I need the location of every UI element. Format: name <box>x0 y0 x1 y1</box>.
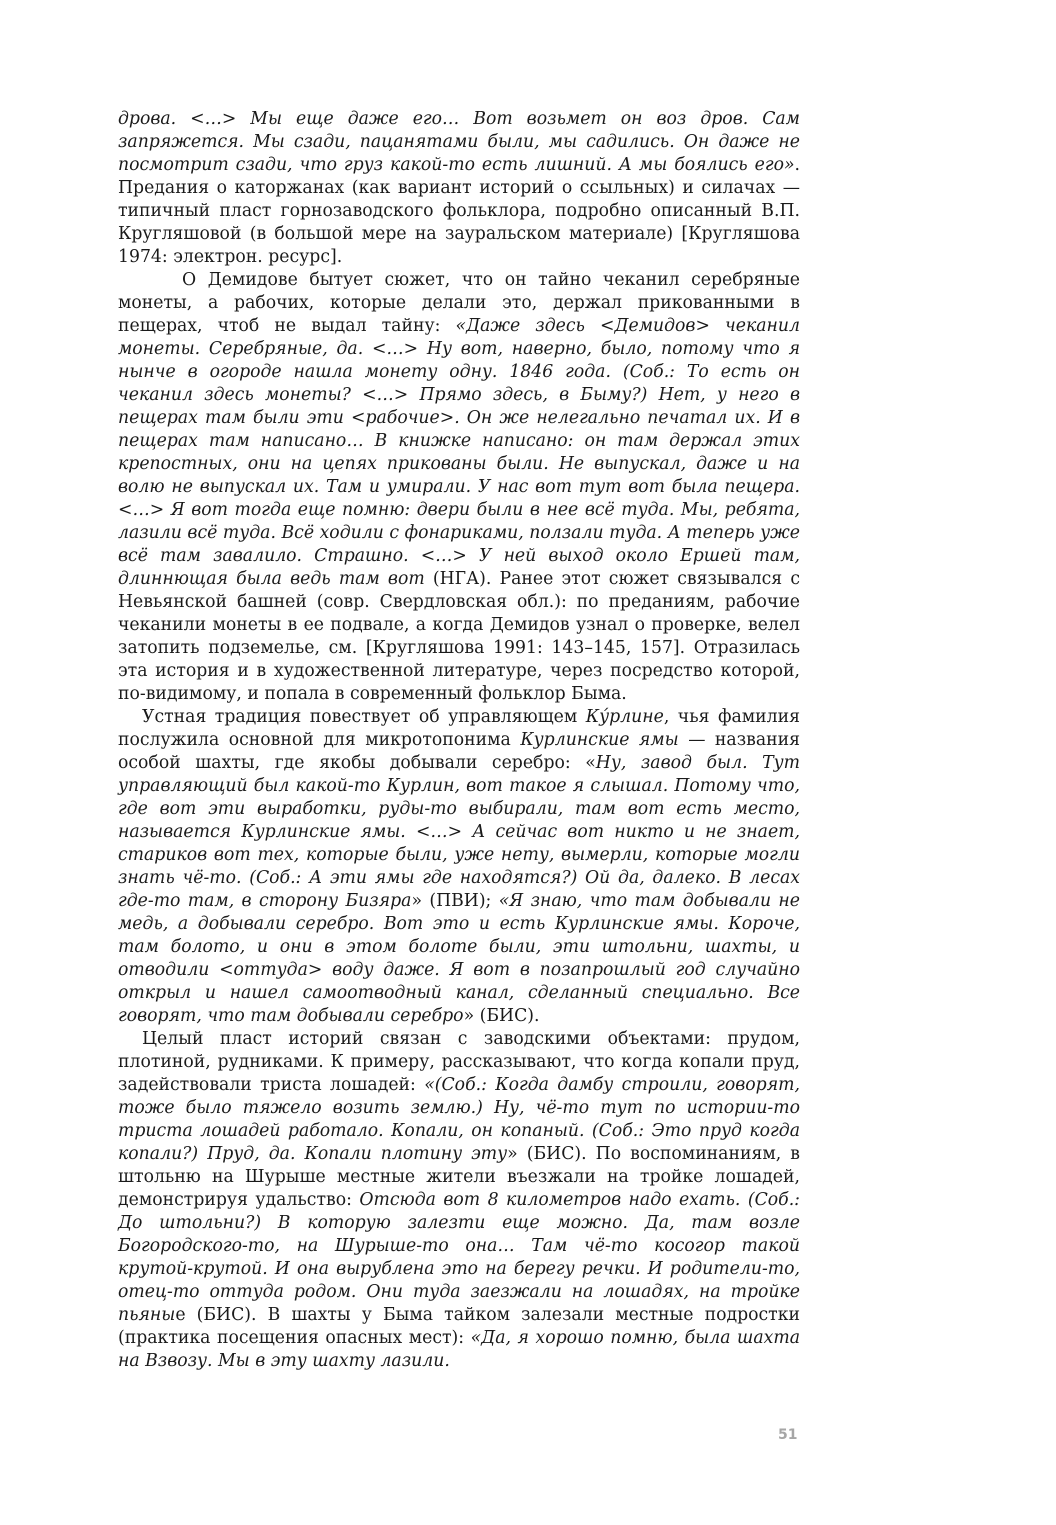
italic-quote: Отсюда вот 8 километров надо ехать. (Соб.: До штольни?) В которую залезти еще можно. Да, там возле Богородского-то, на Шурыше-то она… Там чё-то косогор такой крутой-крутой. И она вырублена это на берегу речки. И родители-то, отец-то оттуда родом. Они туда заезжали на лошадях, на тройке пьяны <box>118 1190 800 1325</box>
text-run: О Демидове бытует сюжет, что он тайно чеканил серебряные монеты, а рабочих, которые делали это, держал прикованными в пещерах, чтоб не выдал тайну: <box>118 270 800 336</box>
body-text <box>118 108 800 1373</box>
italic-quote: Ну, завод был. Тут управляющий был какой-то Курлин, вот такое я слышал. Потому что, где вот эти выработки, руды-то выбирали, там вот есть место, называется Курлинские ямы. <…> А сейчас вот никто и не знает, стариков вот тех, которые были, уже нету, вымерли, которые могли знать чё-то. (Соб.: А эти ямы где находятся?) Ой да, далеко. В лесах где-то там, в сторону Бизяра <box>118 753 800 911</box>
italic-quote: «Я знаю, что там добывали не медь, а добывали серебро. Вот это и есть Курлинские ямы. Короче, там болото, и они в этом болоте были, эти штольни, шахты, и отводили <оттуда> воду даже. Я вот в позапрошлый год случайно открыл и нашел самоотводный канал, сделанный специально. Все говорят, что там добывали серебро <box>118 891 800 1026</box>
italic-term: Ку́рлине <box>585 707 664 727</box>
text-run: » (БИС). По воспоминаниям, в штольню на Шурыше местные жители въезжали на тройке лошадей, демонстрируя удальство: <box>118 1144 801 1210</box>
italic-quote: «Да, я хорошо помню, была шахта на Взвозу. Мы в эту шахту лазили. <box>118 1328 801 1371</box>
text-run: Целый пласт историй связан с заводскими объектами: прудом, плотиной, рудниками. К примеру, рассказывают, что когда копали пруд, задействовали триста лошадей: <box>118 1029 800 1095</box>
italic-term: Курлинские ямы <box>520 730 679 750</box>
text-run: Устная традиция повествует об управляющем <box>142 707 586 727</box>
text-run: » (ПВИ); <box>411 891 499 911</box>
text-run: (НГА). Ранее этот сюжет связывался с Невьянской башней (совр. Свердловская обл.): по преданиям, рабочие чеканили монеты в ее подвале, а когда Демидов узнал о проверке, велел затопить подземелье, см. [Кругляшова 1991: 143–145, 157]. Отразилась эта история и в художественной литературе, через посредство которой, по-видимому, и попала в современный фольклор Быма. <box>118 569 800 704</box>
italic-quote: «(Соб.: Когда дамбу строили, говорят, тоже было тяжело возить землю.) Ну, чё-то тут по истории-то триста лошадей работало. Копали, он копаный. (Соб.: Это пруд когда копали?) Пруд, да. Копали плотину эту <box>118 1075 800 1164</box>
text-run: » (БИС). <box>463 1006 540 1026</box>
italic-quote: «Даже здесь <Демидов> чеканил монеты. Серебряные, да. <…> Ну вот, наверно, было, потому что я нынче в огороде нашла монету одну. 1846 года. (Соб.: То есть он чеканил здесь монеты? <…> Прямо здесь, в Быму?) Нет, у него в пещерах там были эти <рабочие>. Он же нелегально печатал их. И в пещерах там написано… В книжке написано: он там держал этих крепостных, они на цепях прикованы были. Не выпускал, даже и на волю не выпускал их. Там и умирали. У нас вот тут вот была пещера. <…> Я вот тогда еще помню: двери были в нее всё туда. Мы, ребята, лазили всё туда. Всё ходили с фонариками, ползали туда. А теперь уже всё там завалило. Страшно. <…> У ней выход около Ершей там, длиннющая была ведь там вот <box>118 316 800 589</box>
paragraph <box>118 706 800 1028</box>
paragraph <box>118 269 800 706</box>
text-run: е (БИС). В шахты у Быма тайком залезали местные подростки (практика посещения опасных мест): <box>118 1305 800 1348</box>
text-run: — названия особой шахты, где якобы добывали серебро: « <box>118 730 800 773</box>
page-number: 51 <box>778 1427 798 1443</box>
paragraph <box>118 108 800 269</box>
paragraph <box>118 1028 800 1373</box>
italic-quote: дрова. <…> Мы еще даже его… Вот возьмет он воз дров. Сам запряжется. Мы сзади, пацанятами были, мы садились. Он даже не посмотрит сзади, что груз какой-то есть лишний. А мы боялись его» <box>118 109 800 175</box>
text-run: , чья фамилия послужила основной для микротопонима <box>118 707 800 750</box>
text-run: . Предания о каторжанах (как вариант историй о ссыльных) и силачах — типичный пласт горнозаводского фольклора, подробно описанный В.П. Кругляшовой (в большой мере на зауральском материале) [Кругляшова 1974: электрон. ресурс]. <box>118 155 800 267</box>
